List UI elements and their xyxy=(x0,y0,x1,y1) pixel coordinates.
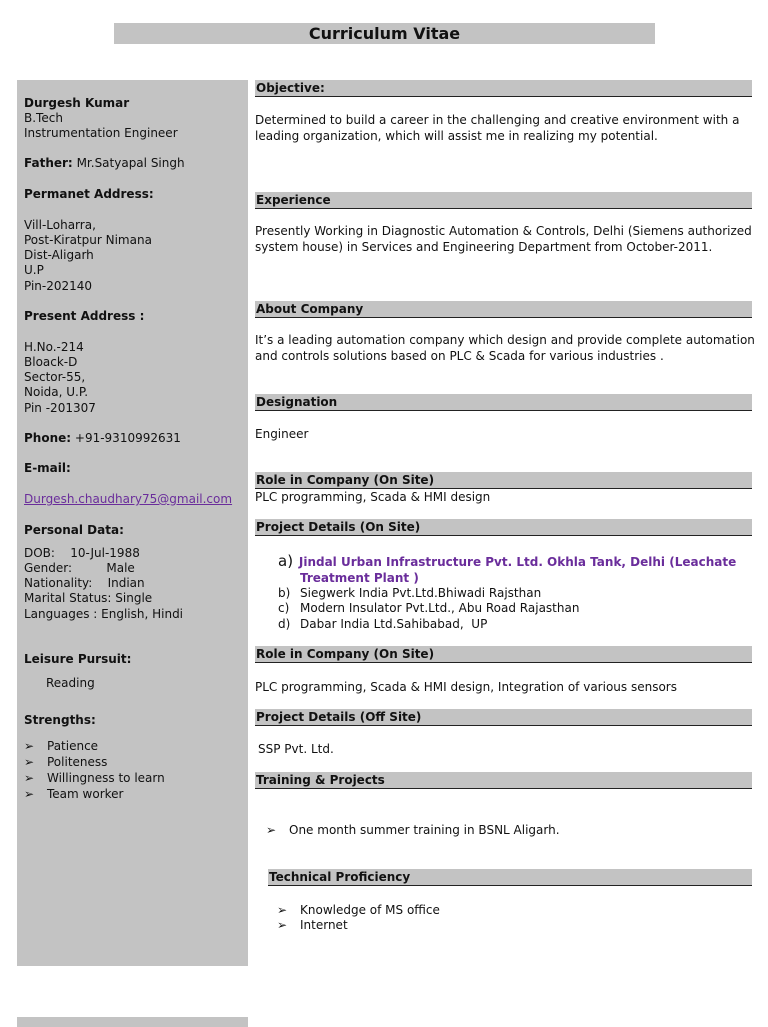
about-company-heading: About Company xyxy=(255,301,752,318)
present-address-line: Noida, U.P. xyxy=(24,385,89,399)
father-field xyxy=(24,156,185,171)
project-onsite-heading: Project Details (On Site) xyxy=(255,519,752,536)
project-name: Modern Insulator Pvt.Ltd., Abu Road Rajasthan xyxy=(300,601,580,615)
present-address-line: Pin -201307 xyxy=(24,401,96,415)
personal-data-line xyxy=(24,546,140,561)
role-onsite-text: PLC programming, Scada & HMI design xyxy=(255,490,491,504)
project-name-continued: Treatment Plant ) xyxy=(300,571,419,585)
strength-item xyxy=(24,739,98,754)
project-marker: b) xyxy=(278,586,291,600)
role-onsite-heading: Role in Company (On Site) xyxy=(255,472,752,489)
strength-text: Patience xyxy=(47,739,99,753)
project-name: Siegwerk India Pvt.Ltd.Bhiwadi Rajsthan xyxy=(300,586,542,600)
sidebar-panel-continued xyxy=(17,1017,248,1027)
personal-data-line xyxy=(24,607,183,622)
degree: B.Tech xyxy=(24,111,63,125)
technical-proficiency-heading: Technical Proficiency xyxy=(268,869,752,886)
leisure-label: Leisure Pursuit: xyxy=(24,652,132,666)
candidate-name: Durgesh Kumar xyxy=(24,96,130,110)
project-marker: c) xyxy=(278,601,290,615)
personal-data-line xyxy=(24,576,145,591)
role-onsite-heading-2: Role in Company (On Site) xyxy=(255,646,752,663)
technical-item xyxy=(277,918,348,934)
objective-text: Determined to build a career in the challenging and creative environment with a leading organization, which will assist me in realizing my potential. xyxy=(255,113,740,143)
project-offsite-heading: Project Details (Off Site) xyxy=(255,709,752,726)
experience-heading: Experience xyxy=(255,192,752,209)
arrow-bullet-icon: ➢ xyxy=(24,755,35,769)
permanent-address-line: Pin-202140 xyxy=(24,279,93,293)
arrow-bullet-icon: ➢ xyxy=(24,787,35,801)
role-onsite-text-2: PLC programming, Scada & HMI design, Integration of various sensors xyxy=(255,680,677,694)
phone-value: +91-9310992631 xyxy=(74,431,181,445)
project-item xyxy=(278,554,736,571)
strength-text: Politeness xyxy=(47,755,108,769)
strength-item xyxy=(24,787,123,802)
personal-data-languages: Languages : English, Hindi xyxy=(24,607,184,621)
personal-data-gender: Gender: Male xyxy=(24,561,135,575)
father-label: Father: xyxy=(24,156,73,170)
permanent-address-label: Permanet Address: xyxy=(24,187,154,201)
leisure-value: Reading xyxy=(46,676,95,690)
present-address-line: Bloack-D xyxy=(24,355,78,369)
email-link[interactable]: Durgesh.chaudhary75@gmail.com xyxy=(24,492,233,506)
project-marker: a) xyxy=(278,552,294,570)
strengths-label: Strengths: xyxy=(24,713,96,727)
present-address-label: Present Address : xyxy=(24,309,145,323)
technical-item xyxy=(277,903,440,919)
project-item xyxy=(278,617,487,633)
technical-text: Internet xyxy=(300,918,348,932)
phone-field xyxy=(24,431,181,446)
personal-data-line xyxy=(24,561,135,576)
permanent-address-line: Vill-Loharra, xyxy=(24,218,96,232)
arrow-bullet-icon: ➢ xyxy=(277,903,288,917)
job-role: Instrumentation Engineer xyxy=(24,126,178,140)
arrow-bullet-icon: ➢ xyxy=(266,823,277,837)
present-address-line: Sector-55, xyxy=(24,370,86,384)
project-item xyxy=(278,586,541,602)
strength-text: Willingness to learn xyxy=(47,771,165,785)
personal-data-dob: DOB: 10-Jul-1988 xyxy=(24,546,140,560)
strength-item xyxy=(24,771,165,786)
project-offsite-text: SSP Pvt. Ltd. xyxy=(258,742,334,756)
strength-item xyxy=(24,755,107,770)
experience-text: Presently Working in Diagnostic Automation & Controls, Delhi (Siemens authorized system house) in Services and Engineering Department from October-2011. xyxy=(255,224,752,254)
about-company-text: It’s a leading automation company which design and provide complete automation and controls solutions based on PLC & Scada for various industries . xyxy=(255,333,755,363)
strength-text: Team worker xyxy=(47,787,124,801)
project-name: Jindal Urban Infrastructure Pvt. Ltd. Okhla Tank, Delhi (Leachate xyxy=(298,555,737,569)
permanent-address-line: Post-Kiratpur Nimana xyxy=(24,233,152,247)
designation-heading: Designation xyxy=(255,394,752,411)
permanent-address-line: Dist-Aligarh xyxy=(24,248,94,262)
personal-data-marital: Marital Status: Single xyxy=(24,591,153,605)
training-text: One month summer training in BSNL Aligarh. xyxy=(289,823,560,837)
objective-heading: Objective: xyxy=(255,80,752,97)
training-heading: Training & Projects xyxy=(255,772,752,789)
father-value: Mr.Satyapal Singh xyxy=(76,156,185,170)
arrow-bullet-icon: ➢ xyxy=(24,771,35,785)
phone-label: Phone: xyxy=(24,431,72,445)
arrow-bullet-icon: ➢ xyxy=(24,739,35,753)
email-label: E-mail: xyxy=(24,461,71,475)
arrow-bullet-icon: ➢ xyxy=(277,918,288,932)
cv-title: Curriculum Vitae xyxy=(114,23,655,44)
project-marker: d) xyxy=(278,617,291,631)
technical-text: Knowledge of MS office xyxy=(300,903,440,917)
personal-data-nationality: Nationality: Indian xyxy=(24,576,145,590)
designation-text: Engineer xyxy=(255,427,309,441)
project-name: Dabar India Ltd.Sahibabad, UP xyxy=(300,617,488,631)
personal-data-label: Personal Data: xyxy=(24,523,124,537)
project-item xyxy=(278,601,579,617)
present-address-line: H.No.-214 xyxy=(24,340,84,354)
personal-data-line xyxy=(24,591,152,606)
training-item xyxy=(266,823,560,839)
permanent-address-line: U.P xyxy=(24,263,44,277)
